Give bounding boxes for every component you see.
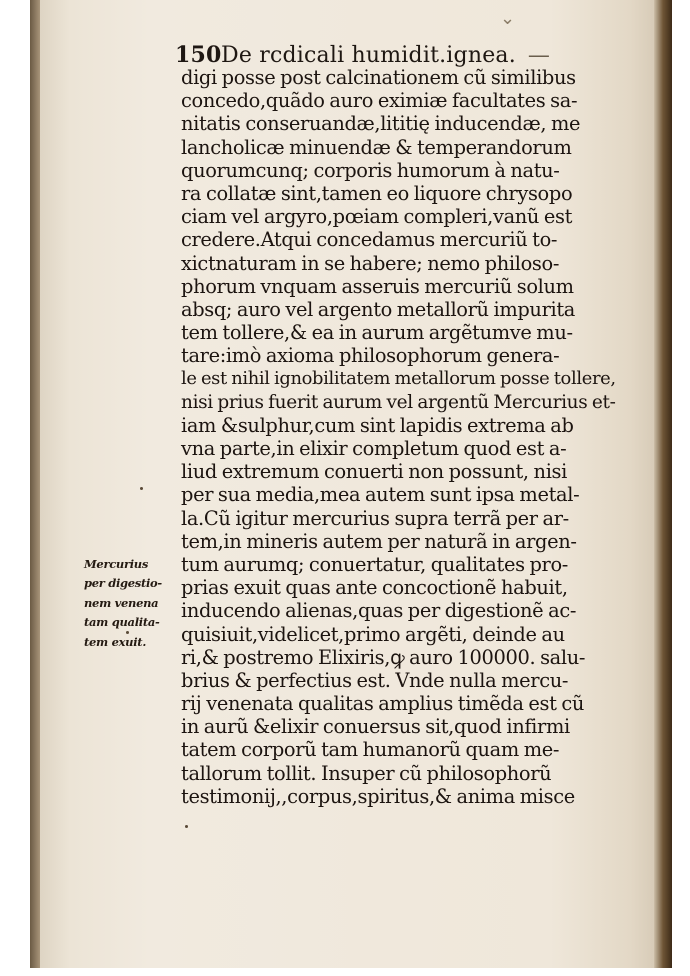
margin-note-line: per digestio- [84, 576, 162, 591]
text-line: vna parte,in elixir completum quod est a- [181, 437, 567, 460]
text-line: absq; auro vel argento metallorũ impurita [181, 297, 575, 321]
text-line: iam &sulphur,cum sint lapidis extrema ab [181, 413, 574, 437]
text-line: tem,in mineris autem per naturã in argen- [181, 529, 577, 553]
text-line: ciam vel argyro,pœiam compleri,vanũ est [181, 205, 573, 229]
text-line: inducendo alienas,quas per digestionẽ ac- [181, 599, 577, 623]
text-line: ra collatæ sint,tamen eo liquore chrysopo [181, 181, 573, 205]
text-line: brius & perfectius est. Vnde nulla mercu- [181, 668, 569, 692]
text-line: xictnaturam in se habere; nemo philoso- [181, 251, 560, 275]
text-line: tare:imò axioma philosophorum genera- [181, 344, 560, 368]
text-line: quisiuit,videlicet,primo argẽti, deinde au [181, 622, 565, 646]
page-edge-shadow [30, 0, 40, 968]
margin-note-line: nem venena [84, 595, 159, 610]
text-line: lancholicæ minuendæ & temperandorum [181, 135, 572, 159]
text-line: la.Cũ igitur mercurius supra terrã per ar- [181, 506, 569, 530]
margin-note-line: tam qualita- [84, 615, 160, 630]
text-line: nitatis conseruandæ,lititię inducendæ, me [181, 112, 581, 136]
text-line: phorum vnquam asseruis mercuriũ solum [181, 274, 574, 298]
text-line: nisi prius fuerit aurum vel argentũ Mercurius et- [181, 391, 616, 413]
margin-note-line: Mercurius [84, 557, 149, 571]
text-line: le est nihil ignobilitatem metallorum posse tollere, [181, 368, 616, 390]
ink-speck [140, 487, 143, 490]
book-spine-shadow [654, 0, 672, 968]
text-line: concedo,quãdo auro eximiæ facultates sa- [181, 89, 578, 113]
running-title: De rcdicali humidit.ignea. [221, 43, 516, 68]
body-text [181, 66, 621, 808]
text-line: tallorum tollit. Insuper cũ philosophorũ [181, 761, 552, 785]
ink-speck [185, 825, 188, 828]
header-dash: — [527, 43, 551, 68]
text-line: ri,& postremo Elixiris,ꝙ auro 100000. salu- [181, 645, 586, 669]
margin-note-line: tem exuit. [84, 634, 147, 649]
ink-smudge: ⌄ [500, 8, 516, 29]
text-line: credere.Atqui concedamus mercuriũ to- [181, 228, 558, 252]
text-line: digi posse post calcinationem cũ similibus [181, 66, 576, 89]
page-number: 150 [175, 42, 222, 68]
text-line: testimonij,,corpus,spiritus,& anima misce [181, 784, 575, 808]
text-line: liud extremum conuerti non possunt, nisi [181, 460, 567, 484]
margin-note [84, 555, 189, 652]
text-line: tem tollere,& ea in aurum argẽtumve mu- [181, 321, 573, 345]
text-line: quorumcunq; corporis humorum à natu- [181, 158, 560, 182]
text-line: per sua media,mea autem sunt ipsa metal- [181, 483, 580, 507]
running-header [175, 42, 550, 68]
text-line: prias exuit quas ante concoctionẽ habuit, [181, 576, 568, 600]
text-line: rij venenata qualitas amplius timẽda est cũ [181, 692, 584, 716]
text-line: in aurũ &elixir conuersus sit,quod infirmi [181, 715, 570, 739]
text-line: tum aurumq; conuertatur, qualitates pro- [181, 552, 568, 576]
text-line: tatem corporũ tam humanorũ quam me- [181, 738, 560, 762]
